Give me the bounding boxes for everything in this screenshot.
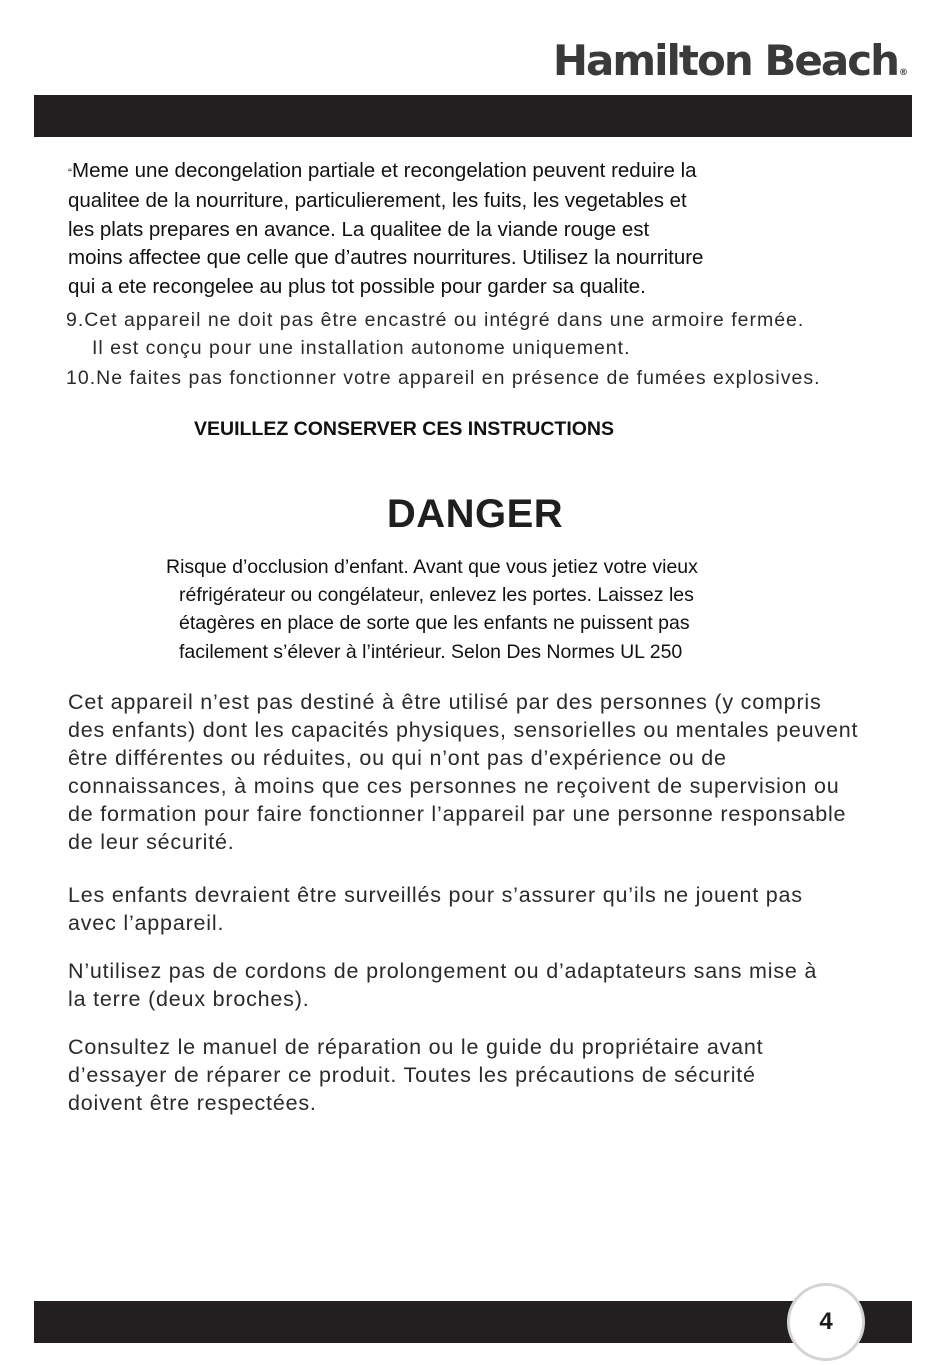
danger-title: DANGER bbox=[386, 492, 564, 536]
intro-line-3: les plats prepares en avance. La qualitee de la viande rouge est bbox=[68, 217, 650, 241]
paragraph-line: être différentes ou réduites, ou qui n’ont pas d’expérience ou de bbox=[68, 746, 727, 770]
registered-mark: ® bbox=[899, 68, 908, 78]
paragraph-line: la terre (deux broches). bbox=[68, 987, 310, 1011]
footer-bar bbox=[34, 1301, 912, 1343]
list-item-10 bbox=[66, 365, 820, 393]
danger-line-1: Risque d’occlusion d’enfant. Avant que vous jetiez votre vieux bbox=[166, 556, 698, 578]
danger-line-3: étagères en place de sorte que les enfants ne puissent pas bbox=[179, 612, 690, 635]
brand-logo bbox=[553, 36, 908, 85]
danger-warning-text bbox=[166, 553, 806, 666]
list-item-9-line-2: Il est conçu pour une installation autonome uniquement. bbox=[92, 336, 631, 359]
paragraph-line: N’utilisez pas de cordons de prolongement ou d’adaptateurs sans mise à bbox=[68, 959, 818, 983]
header-bar bbox=[34, 95, 912, 137]
paragraph-extension-cords bbox=[68, 957, 898, 1013]
paragraph-line: d’essayer de réparer ce produit. Toutes les précautions de sécurité bbox=[68, 1063, 756, 1087]
paragraph-line: des enfants) dont les capacités physiques, sensorielles ou mentales peuvent bbox=[68, 718, 859, 742]
paragraph-line: de leur sécurité. bbox=[68, 830, 235, 854]
list-item-10-line-1: 10.Ne faites pas fonctionner votre appareil en présence de fumées explosives. bbox=[66, 367, 821, 389]
list-item-9 bbox=[66, 307, 804, 362]
paragraph-line: Les enfants devraient être surveillés pour s’assurer qu’ils ne jouent pas bbox=[68, 883, 803, 907]
danger-line-2: réfrigérateur ou congélateur, enlevez les portes. Laissez les bbox=[179, 584, 694, 607]
brand-name: Hamilton Beach bbox=[552, 36, 898, 85]
paragraph-line: de formation pour faire fonctionner l’appareil par une personne responsable bbox=[68, 802, 847, 826]
page-number: 4 bbox=[787, 1283, 865, 1361]
intro-line-4: moins affectee que celle que d’autres nourritures. Utilisez la nourriture bbox=[68, 246, 704, 270]
paragraph-line: connaissances, à moins que ces personnes ne reçoivent de supervision ou bbox=[68, 774, 840, 798]
intro-paragraph bbox=[68, 157, 888, 301]
keep-instructions-heading: VEUILLEZ CONSERVER CES INSTRUCTIONS bbox=[194, 418, 615, 440]
paragraph-line: doivent être respectées. bbox=[68, 1091, 317, 1115]
list-item-9-line-1: 9.Cet appareil ne doit pas être encastré ou intégré dans une armoire fermée. bbox=[66, 309, 805, 331]
paragraph-line: Consultez le manuel de réparation ou le guide du propriétaire avant bbox=[68, 1035, 764, 1059]
paragraph-line: avec l’appareil. bbox=[68, 911, 225, 935]
paragraph-children bbox=[68, 881, 898, 937]
paragraph-repair-manual bbox=[68, 1033, 898, 1117]
paragraph-line: Cet appareil n’est pas destiné à être utilisé par des personnes (y compris bbox=[68, 690, 822, 714]
intro-line-1: Meme une decongelation partiale et recongelation peuvent reduire la bbox=[72, 159, 697, 182]
danger-line-4: facilement s’élever à l’intérieur. Selon Des Normes UL 250 bbox=[179, 640, 683, 663]
intro-line-5: qui a ete recongelee au plus tot possible pour garder sa qualite. bbox=[68, 274, 646, 298]
paragraph-capabilities bbox=[68, 688, 898, 856]
open-quote: “ bbox=[68, 166, 72, 180]
intro-line-2: qualitee de la nourriture, particulierement, les fuits, les vegetables et bbox=[68, 189, 687, 213]
